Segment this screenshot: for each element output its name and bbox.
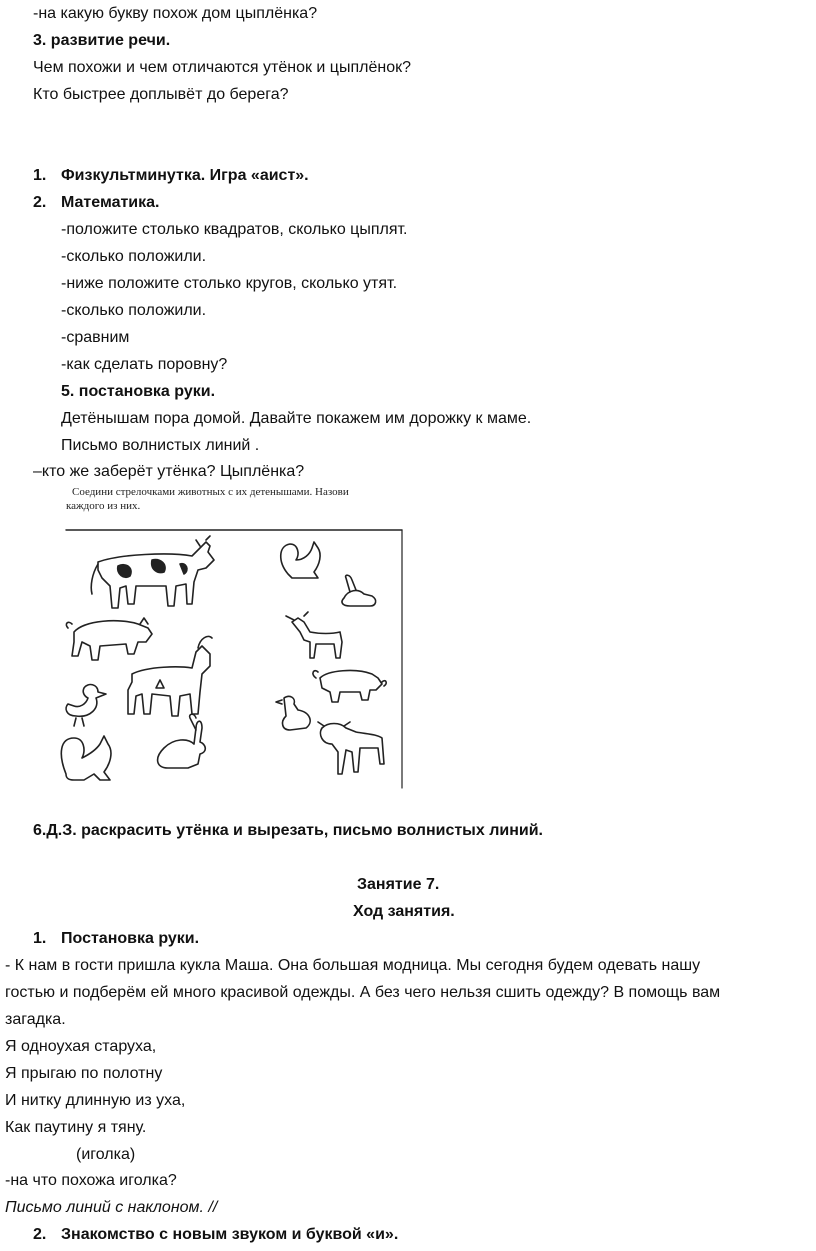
worksheet-image	[60, 482, 410, 790]
math-line: -сколько положили.	[61, 302, 207, 319]
squirrel-icon	[61, 736, 111, 780]
lesson-title: Занятие 7.	[357, 876, 440, 893]
hand-text: Письмо волнистых линий .	[61, 437, 260, 454]
calf-icon	[318, 722, 384, 774]
list-number: 1.	[33, 930, 47, 947]
worksheet-instruction: каждого из них.	[66, 500, 141, 512]
worksheet-instruction: Соедини стрелочками животных с их детенышами. Назови	[72, 486, 349, 498]
list-item-label: Постановка руки.	[61, 930, 200, 947]
list-item-label: Математика.	[61, 194, 160, 211]
list-item-label: Физкультминутка. Игра «аист».	[61, 167, 309, 184]
duckling-icon	[276, 696, 310, 730]
list-item-label: Знакомство с новым звуком и буквой «и».	[61, 1226, 399, 1243]
question-needle: -на что похожа иголка?	[5, 1172, 177, 1189]
pig-icon	[313, 671, 386, 702]
math-line: -сравним	[61, 329, 130, 346]
question-who-takes: –кто же заберёт утёнка? Цыплёнка?	[33, 463, 305, 480]
list-item-new-sound	[33, 1225, 398, 1245]
riddle-answer: (иголка)	[76, 1146, 136, 1163]
goat-icon	[128, 636, 212, 716]
rabbit-icon	[342, 575, 376, 606]
squirrel-icon	[281, 542, 320, 578]
riddle-line: И нитку длинную из уха,	[5, 1092, 186, 1109]
list-number: 1.	[33, 167, 47, 184]
math-line: -как сделать поровну?	[61, 356, 228, 373]
question-swim: Кто быстрее доплывёт до берега?	[33, 86, 289, 103]
riddle-line: Я одноухая старуха,	[5, 1038, 157, 1055]
list-item-math	[33, 193, 160, 213]
rabbit-icon	[158, 714, 206, 768]
math-line: -положите столько квадратов, сколько цыплят.	[61, 221, 408, 238]
riddle-line: Я прыгаю по полотну	[5, 1065, 163, 1082]
cow-icon	[91, 536, 214, 608]
writing-note: Письмо линий с наклоном. //	[5, 1199, 218, 1216]
paragraph-line: гостью и подберём ей много красивой одежды. А без чего нельзя сшить одежду? В помощь вам	[5, 984, 721, 1001]
pig-icon	[66, 618, 152, 660]
duck-icon	[66, 685, 106, 726]
paragraph-line: - К нам в гости пришла кукла Маша. Она большая модница. Мы сегодня будем одевать нашу	[5, 957, 701, 974]
math-line: -ниже положите столько кругов, сколько утят.	[61, 275, 398, 292]
goat-kid-icon	[286, 612, 342, 658]
riddle-line: Как паутину я тяну.	[5, 1119, 147, 1136]
question-compare: Чем похожи и чем отличаются утёнок и цыплёнок?	[33, 59, 411, 76]
homework: 6.Д.З. раскрасить утёнка и вырезать, письмо волнистых линий.	[33, 822, 543, 839]
question-house-letter: -на какую букву похож дом цыплёнка?	[33, 5, 318, 22]
list-number: 2.	[33, 194, 47, 211]
heading-speech-development: 3. развитие речи.	[33, 32, 171, 49]
lesson-subtitle: Ход занятия.	[353, 903, 455, 920]
math-line: -сколько положили.	[61, 248, 207, 265]
hand-text: Детёнышам пора домой. Давайте покажем им дорожку к маме.	[61, 410, 532, 427]
paragraph-line: загадка.	[5, 1011, 66, 1028]
heading-hand-setting: 5. постановка руки.	[61, 383, 216, 400]
list-number: 2.	[33, 1226, 47, 1243]
list-item-exercise	[33, 166, 309, 186]
list-item-hand-setting	[33, 929, 199, 949]
